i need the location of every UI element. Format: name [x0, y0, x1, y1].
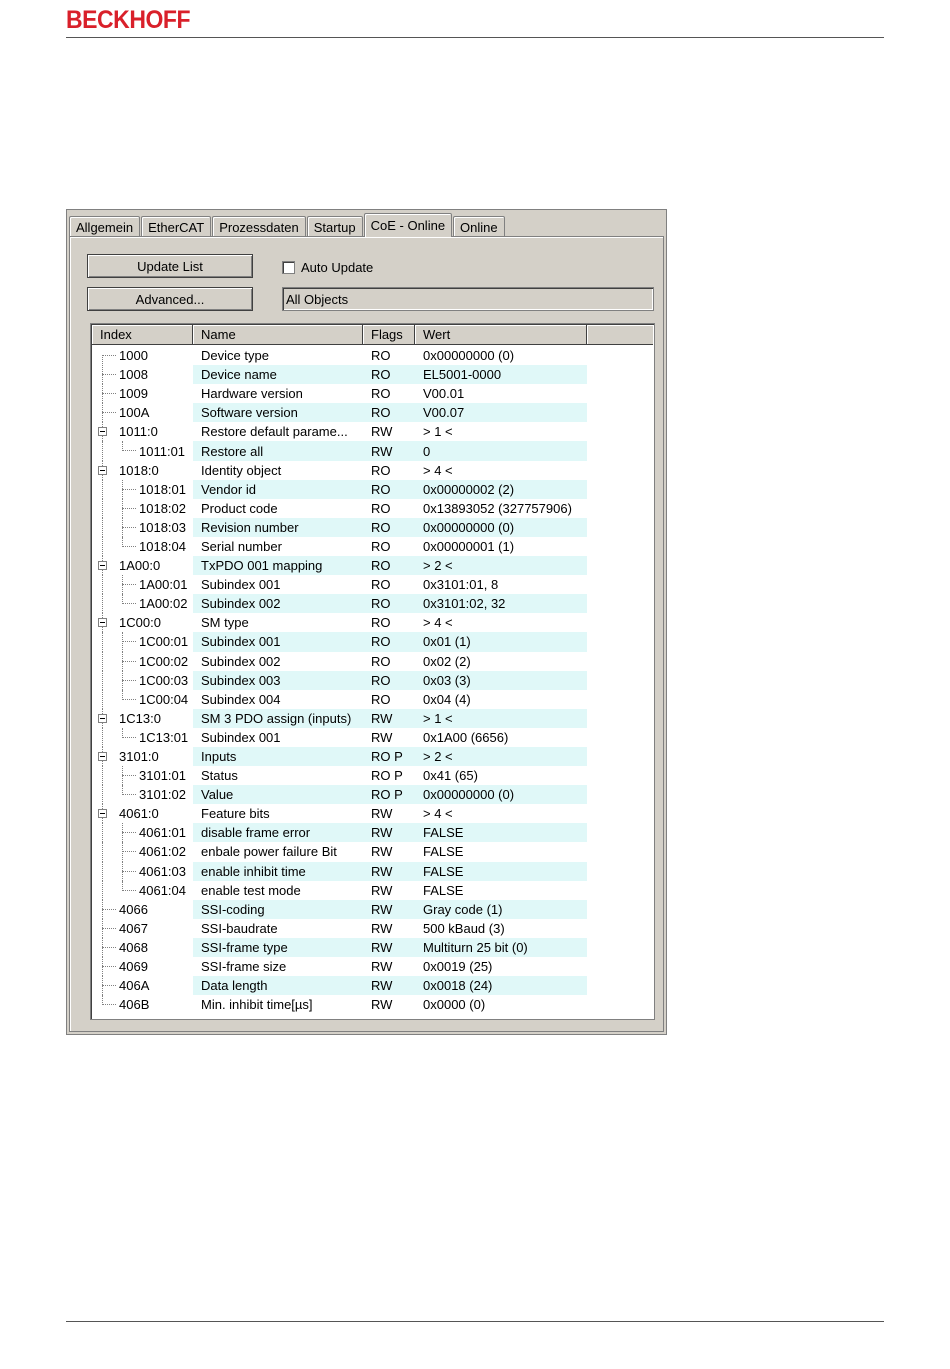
- table-row[interactable]: [92, 499, 655, 518]
- cell-name: Subindex 004: [201, 691, 281, 707]
- cell-wert: 500 kBaud (3): [423, 920, 505, 936]
- cell-wert: 0x00000000 (0): [423, 348, 515, 364]
- table-row[interactable]: [92, 403, 655, 422]
- collapse-icon[interactable]: [98, 466, 107, 475]
- cell-flags: RW: [371, 863, 393, 879]
- column-header-index[interactable]: Index: [92, 325, 193, 345]
- cell-index: 1000: [119, 348, 148, 364]
- footer-rule: [66, 1321, 884, 1322]
- cell-name: Software version: [201, 405, 298, 421]
- cell-wert: 0x01 (1): [423, 634, 471, 650]
- cell-wert: 0x00000000 (0): [423, 519, 515, 535]
- cell-name: Inputs: [201, 749, 237, 765]
- cell-name: disable frame error: [201, 825, 311, 841]
- collapse-icon[interactable]: [98, 752, 107, 761]
- table-row[interactable]: [92, 384, 655, 403]
- table-row[interactable]: [92, 823, 655, 842]
- cell-name: enable inhibit time: [201, 863, 306, 879]
- cell-wert: Gray code (1): [423, 901, 503, 917]
- cell-wert: FALSE: [423, 825, 464, 841]
- cell-index: 3101:0: [119, 749, 159, 765]
- table-row[interactable]: [92, 422, 655, 441]
- table-row[interactable]: [92, 862, 655, 881]
- cell-flags: RW: [371, 825, 393, 841]
- table-row[interactable]: [92, 804, 655, 823]
- tab-allgemein[interactable]: Allgemein: [69, 216, 140, 237]
- cell-flags: RO: [371, 500, 391, 516]
- cell-flags: RW: [371, 729, 393, 745]
- cell-name: enable test mode: [201, 882, 301, 898]
- cell-index: 1018:03: [139, 519, 186, 535]
- cell-wert: 0x13893052 (327757906): [423, 500, 572, 516]
- cell-wert: 0x41 (65): [423, 768, 478, 784]
- tab-strip: [69, 213, 506, 237]
- cell-index: 1C13:01: [139, 729, 189, 745]
- cell-flags: RW: [371, 978, 393, 994]
- cell-flags: RW: [371, 882, 393, 898]
- cell-name: SSI-frame size: [201, 959, 287, 975]
- tab-coe-online[interactable]: CoE - Online: [364, 213, 452, 237]
- cell-name: Subindex 003: [201, 672, 281, 688]
- cell-wert: > 1 <: [423, 424, 453, 440]
- cell-wert: V00.07: [423, 405, 465, 421]
- cell-flags: RW: [371, 424, 393, 440]
- cell-index: 1A00:01: [139, 577, 188, 593]
- cell-wert: 0x0000 (0): [423, 997, 486, 1013]
- cell-index: 4067: [119, 920, 148, 936]
- table-row[interactable]: [92, 881, 655, 900]
- cell-flags: RO: [371, 634, 391, 650]
- cell-index: 4061:03: [139, 863, 186, 879]
- table-row[interactable]: [92, 709, 655, 728]
- cell-index: 3101:02: [139, 787, 186, 803]
- auto-update-option[interactable]: [282, 260, 373, 275]
- cell-index: 1A00:0: [119, 558, 161, 574]
- column-header-name[interactable]: Name: [193, 325, 363, 345]
- cell-name: Product code: [201, 500, 278, 516]
- cell-name: Min. inhibit time[µs]: [201, 997, 313, 1013]
- tab-prozessdaten[interactable]: Prozessdaten: [212, 216, 306, 237]
- cell-wert: 0x0019 (25): [423, 959, 493, 975]
- cell-wert: Multiturn 25 bit (0): [423, 939, 528, 955]
- cell-name: enbale power failure Bit: [201, 844, 337, 860]
- cell-flags: RW: [371, 901, 393, 917]
- cell-name: Subindex 001: [201, 729, 281, 745]
- table-row[interactable]: [92, 766, 655, 785]
- auto-update-checkbox[interactable]: [282, 261, 295, 274]
- column-header-wert[interactable]: Wert: [415, 325, 587, 345]
- table-row[interactable]: [92, 594, 655, 613]
- table-row[interactable]: [92, 728, 655, 747]
- cell-index: 1C00:0: [119, 615, 161, 631]
- cell-name: Subindex 001: [201, 634, 281, 650]
- cell-index: 4068: [119, 939, 148, 955]
- cell-flags: RO: [371, 462, 391, 478]
- update-list-button[interactable]: Update List: [87, 254, 253, 278]
- cell-index: 406A: [119, 978, 150, 994]
- cell-index: 1A00:02: [139, 596, 188, 612]
- cell-name: SM 3 PDO assign (inputs): [201, 710, 352, 726]
- cell-name: Subindex 002: [201, 596, 281, 612]
- table-row[interactable]: [92, 919, 655, 938]
- cell-wert: V00.01: [423, 386, 465, 402]
- cell-flags: RO P: [371, 768, 403, 784]
- cell-index: 1C00:04: [139, 691, 189, 707]
- cell-index: 406B: [119, 997, 150, 1013]
- tab-ethercat[interactable]: EtherCAT: [141, 216, 211, 237]
- table-row[interactable]: [92, 785, 655, 804]
- cell-wert: > 4 <: [423, 615, 453, 631]
- cell-name: Feature bits: [201, 806, 270, 822]
- tab-startup[interactable]: Startup: [307, 216, 363, 237]
- table-row[interactable]: [92, 652, 655, 671]
- table-row[interactable]: [92, 976, 655, 995]
- tab-panel: [69, 236, 664, 1032]
- collapse-icon[interactable]: [98, 809, 107, 818]
- auto-update-label: Auto Update: [301, 260, 374, 275]
- cell-name: Serial number: [201, 538, 282, 554]
- cell-name: Identity object: [201, 462, 282, 478]
- table-row[interactable]: [92, 613, 655, 632]
- cell-flags: RO: [371, 558, 391, 574]
- beckhoff-logo: BECKHOFF: [66, 6, 191, 34]
- table-row[interactable]: [92, 690, 655, 709]
- cell-wert: > 2 <: [423, 558, 453, 574]
- collapse-icon[interactable]: [98, 561, 107, 570]
- cell-wert: 0x04 (4): [423, 691, 471, 707]
- cell-index: 1018:0: [119, 462, 159, 478]
- table-row[interactable]: [92, 518, 655, 537]
- cell-name: TxPDO 001 mapping: [201, 558, 323, 574]
- cell-wert: FALSE: [423, 882, 464, 898]
- cell-index: 1C00:03: [139, 672, 189, 688]
- cell-wert: > 4 <: [423, 462, 453, 478]
- cell-name: Restore all: [201, 443, 264, 459]
- list-rows: [92, 346, 655, 1014]
- table-row[interactable]: [92, 957, 655, 976]
- cell-name: Data length: [201, 978, 268, 994]
- table-row[interactable]: [92, 747, 655, 766]
- cell-wert: 0x02 (2): [423, 653, 471, 669]
- cell-wert: 0x1A00 (6656): [423, 729, 509, 745]
- cell-flags: RO: [371, 348, 391, 364]
- cell-flags: RW: [371, 920, 393, 936]
- cell-flags: RO: [371, 386, 391, 402]
- list-header: [92, 325, 653, 345]
- cell-index: 1018:04: [139, 538, 186, 554]
- cell-wert: 0: [423, 443, 431, 459]
- column-header-flags[interactable]: Flags: [363, 325, 415, 345]
- cell-wert: FALSE: [423, 863, 464, 879]
- table-row[interactable]: [92, 671, 655, 690]
- cell-wert: 0x03 (3): [423, 672, 471, 688]
- cell-flags: RO P: [371, 787, 403, 803]
- cell-index: 1C13:0: [119, 710, 161, 726]
- cell-index: 4069: [119, 959, 148, 975]
- cell-name: Subindex 001: [201, 577, 281, 593]
- cell-index: 4061:02: [139, 844, 186, 860]
- cell-flags: RO: [371, 405, 391, 421]
- cell-flags: RW: [371, 997, 393, 1013]
- cell-name: Status: [201, 768, 238, 784]
- cell-flags: RW: [371, 844, 393, 860]
- cell-name: Vendor id: [201, 481, 256, 497]
- cell-index: 4061:01: [139, 825, 186, 841]
- cell-name: SM type: [201, 615, 249, 631]
- cell-index: 1C00:01: [139, 634, 189, 650]
- cell-flags: RO: [371, 596, 391, 612]
- cell-index: 1008: [119, 367, 148, 383]
- object-filter-field[interactable]: [282, 287, 654, 311]
- table-row[interactable]: [92, 995, 655, 1014]
- cell-index: 4066: [119, 901, 148, 917]
- table-row[interactable]: [92, 365, 655, 384]
- cell-index: 4061:04: [139, 882, 186, 898]
- table-row[interactable]: [92, 537, 655, 556]
- advanced-button[interactable]: Advanced...: [87, 287, 253, 311]
- cell-name: Hardware version: [201, 386, 303, 402]
- coe-online-dialog: [66, 209, 667, 1035]
- cell-name: SSI-baudrate: [201, 920, 278, 936]
- cell-flags: RO: [371, 691, 391, 707]
- cell-wert: 0x00000001 (1): [423, 538, 515, 554]
- cell-flags: RO: [371, 653, 391, 669]
- table-row[interactable]: [92, 842, 655, 861]
- table-row[interactable]: [92, 441, 655, 460]
- column-header-empty: [587, 325, 653, 345]
- cell-wert: 0x0018 (24): [423, 978, 493, 994]
- table-row[interactable]: [92, 480, 655, 499]
- cell-wert: 0x3101:02, 32: [423, 596, 506, 612]
- table-row[interactable]: [92, 461, 655, 480]
- cell-wert: > 1 <: [423, 710, 453, 726]
- table-row[interactable]: [92, 556, 655, 575]
- header-rule: [66, 37, 884, 38]
- cell-wert: 0x00000000 (0): [423, 787, 515, 803]
- cell-flags: RO: [371, 519, 391, 535]
- cell-index: 1C00:02: [139, 653, 189, 669]
- cell-index: 4061:0: [119, 806, 159, 822]
- cell-wert: EL5001-0000: [423, 367, 502, 383]
- table-row[interactable]: [92, 938, 655, 957]
- cell-flags: RW: [371, 443, 393, 459]
- cell-flags: RW: [371, 806, 393, 822]
- cell-name: Value: [201, 787, 234, 803]
- cell-index: 1018:02: [139, 500, 186, 516]
- cell-flags: RO: [371, 615, 391, 631]
- cell-name: SSI-coding: [201, 901, 265, 917]
- cell-flags: RO: [371, 672, 391, 688]
- table-row[interactable]: [92, 575, 655, 594]
- cell-flags: RW: [371, 710, 393, 726]
- cell-wert: > 4 <: [423, 806, 453, 822]
- table-row[interactable]: [92, 632, 655, 651]
- cell-flags: RO: [371, 538, 391, 554]
- collapse-icon[interactable]: [98, 427, 107, 436]
- cell-wert: 0x00000002 (2): [423, 481, 515, 497]
- cell-name: Restore default parame...: [201, 424, 348, 440]
- object-list[interactable]: [90, 323, 655, 1020]
- cell-name: Subindex 002: [201, 653, 281, 669]
- collapse-icon[interactable]: [98, 714, 107, 723]
- cell-flags: RO: [371, 367, 391, 383]
- cell-index: 1018:01: [139, 481, 186, 497]
- cell-index: 100A: [119, 405, 150, 421]
- cell-flags: RO: [371, 481, 391, 497]
- cell-flags: RW: [371, 939, 393, 955]
- cell-index: 1011:0: [119, 424, 158, 440]
- cell-wert: FALSE: [423, 844, 464, 860]
- cell-name: SSI-frame type: [201, 939, 288, 955]
- object-filter-value: All Objects: [286, 291, 349, 307]
- cell-flags: RO P: [371, 749, 403, 765]
- cell-name: Device name: [201, 367, 277, 383]
- cell-flags: RW: [371, 959, 393, 975]
- cell-wert: > 2 <: [423, 749, 453, 765]
- cell-index: 1011:01: [139, 443, 186, 459]
- tab-online[interactable]: Online: [453, 216, 505, 237]
- cell-name: Device type: [201, 348, 269, 364]
- table-row[interactable]: [92, 346, 655, 365]
- cell-index: 3101:01: [139, 768, 186, 784]
- cell-index: 1009: [119, 386, 148, 402]
- table-row[interactable]: [92, 900, 655, 919]
- cell-name: Revision number: [201, 519, 299, 535]
- cell-wert: 0x3101:01, 8: [423, 577, 499, 593]
- cell-flags: RO: [371, 577, 391, 593]
- collapse-icon[interactable]: [98, 618, 107, 627]
